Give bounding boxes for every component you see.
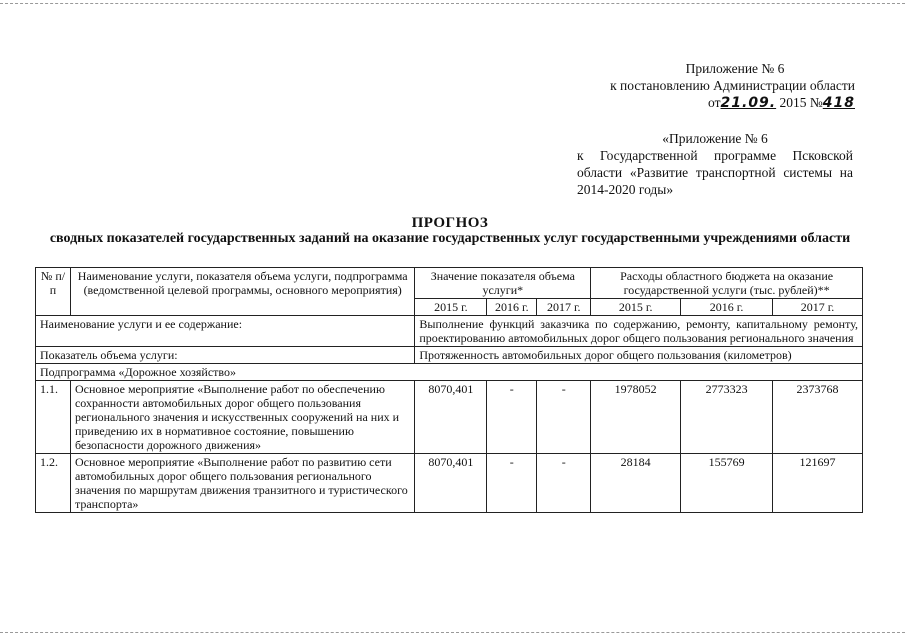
header-year: 2016 г. bbox=[681, 299, 773, 316]
subprogram-label: Подпрограмма «Дорожное хозяйство» bbox=[36, 364, 863, 381]
indicator-row bbox=[36, 347, 863, 364]
header-name: Наименование услуги, показателя объема услуги, подпрограмма (ведомственной целевой программы, основного мероприятия) bbox=[70, 268, 414, 316]
table-row bbox=[36, 454, 863, 513]
table-row bbox=[36, 381, 863, 454]
subprogram-row bbox=[36, 364, 863, 381]
program-appendix-text: к Государственной программе Псковской области «Развитие транспортной системы на 2014-2020 годы» bbox=[577, 148, 853, 197]
scan-edge-top bbox=[0, 3, 905, 5]
program-appendix-number: «Приложение № 6 bbox=[662, 131, 768, 146]
appendix-resolution-block bbox=[575, 60, 855, 112]
row-cell: 2773323 bbox=[681, 381, 773, 454]
row-cell: 8070,401 bbox=[415, 381, 487, 454]
appendix-resolution-line: к постановлению Администрации области bbox=[610, 78, 855, 93]
header-year: 2017 г. bbox=[773, 299, 863, 316]
service-row bbox=[36, 316, 863, 347]
row-cell: 2373768 bbox=[773, 381, 863, 454]
indicator-value: Протяженность автомобильных дорог общего пользования (километров) bbox=[415, 347, 863, 364]
appendix-program-block bbox=[577, 130, 853, 198]
service-label: Наименование услуги и ее содержание: bbox=[36, 316, 415, 347]
appendix-number: Приложение № 6 bbox=[685, 61, 785, 76]
handwritten-date: 21.09. bbox=[720, 95, 777, 111]
header-year: 2015 г. bbox=[415, 299, 487, 316]
indicator-label: Показатель объема услуги: bbox=[36, 347, 415, 364]
header-expenses: Расходы областного бюджета на оказание государственной услуги (тыс. рублей)** bbox=[591, 268, 863, 299]
row-cell: - bbox=[487, 381, 537, 454]
document-title bbox=[40, 216, 860, 246]
row-cell: 28184 bbox=[591, 454, 681, 513]
header-year: 2017 г. bbox=[537, 299, 591, 316]
row-cell: 121697 bbox=[773, 454, 863, 513]
row-num: 1.2. bbox=[36, 454, 71, 513]
forecast-table bbox=[35, 267, 863, 513]
row-cell: - bbox=[537, 454, 591, 513]
header-value: Значение показателя объема услуги* bbox=[415, 268, 591, 299]
header-year: 2016 г. bbox=[487, 299, 537, 316]
row-cell: 1978052 bbox=[591, 381, 681, 454]
header-year: 2015 г. bbox=[591, 299, 681, 316]
appendix-date-line: от21.09. 2015 №418 bbox=[708, 95, 855, 111]
table-header-row bbox=[36, 268, 863, 299]
row-name: Основное мероприятие «Выполнение работ по обеспечению сохранности автомобильных дорог общего пользования регионального значения и искусственных сооружений на них и приведению их в нормативное состояние, повышению безопасности дорожного движения» bbox=[70, 381, 414, 454]
row-name: Основное мероприятие «Выполнение работ по развитию сети автомобильных дорог общего пользования регионального значения по маршрутам движения транзитного и туристического транспорта» bbox=[70, 454, 414, 513]
row-cell: - bbox=[487, 454, 537, 513]
handwritten-number: 418 bbox=[822, 95, 855, 111]
title-sub: сводных показателей государственных заданий на оказание государственных услуг государственными учреждениями области bbox=[49, 231, 851, 246]
row-cell: 155769 bbox=[681, 454, 773, 513]
row-cell: - bbox=[537, 381, 591, 454]
row-num: 1.1. bbox=[36, 381, 71, 454]
scan-edge-bottom bbox=[0, 632, 905, 634]
service-value: Выполнение функций заказчика по содержанию, ремонту, капитальному ремонту, проектированию автомобильных дорог общего пользования регионального значения bbox=[415, 316, 863, 347]
title-main: ПРОГНОЗ bbox=[411, 215, 489, 231]
row-cell: 8070,401 bbox=[415, 454, 487, 513]
header-num: № п/п bbox=[36, 268, 71, 316]
